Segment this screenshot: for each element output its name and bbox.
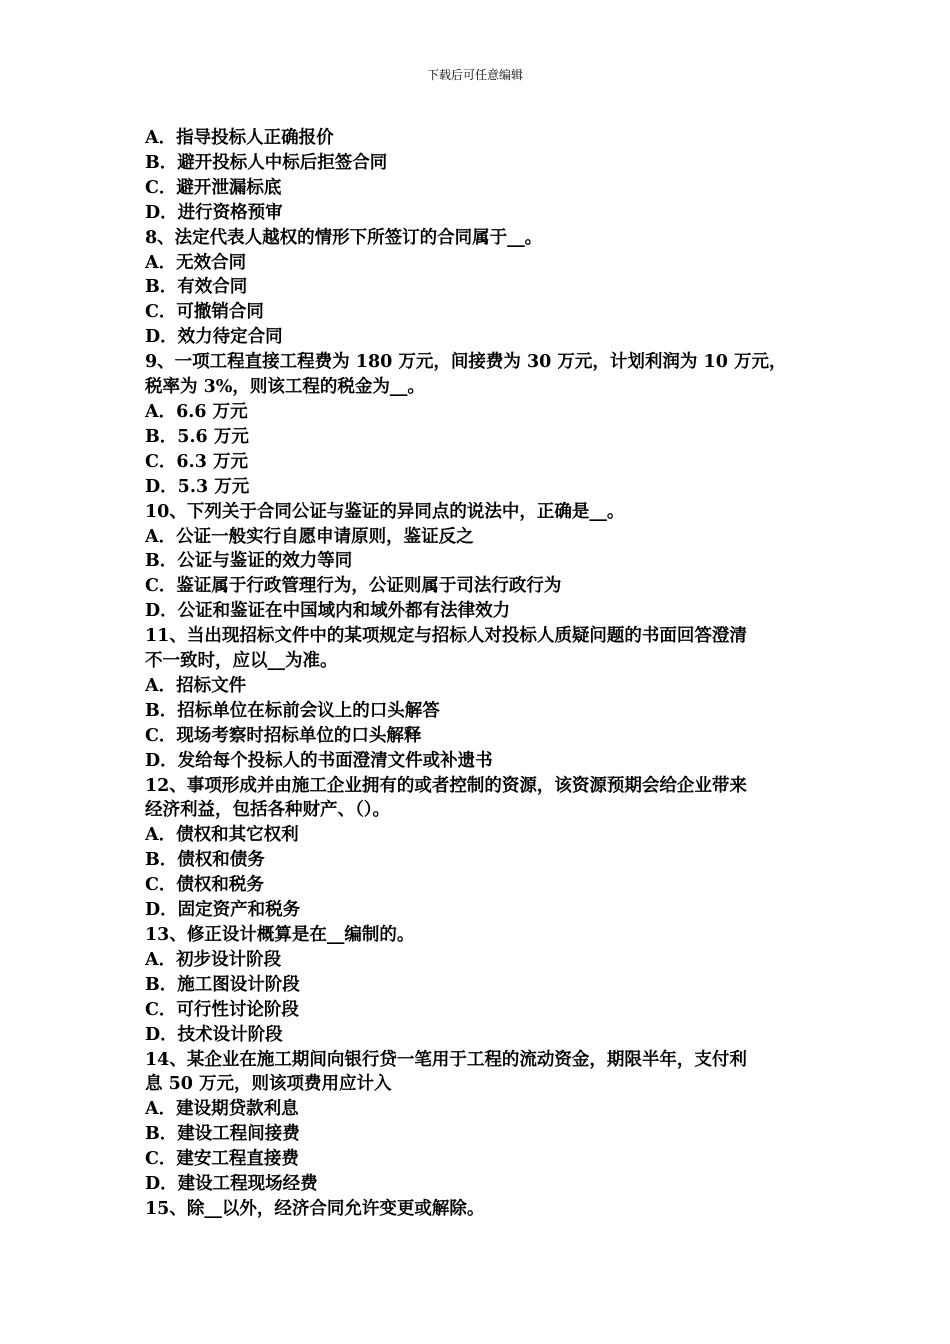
option-line: C．建安工程直接费 <box>145 1149 299 1170</box>
option-line: D．公证和鉴证在中国域内和域外都有法律效力 <box>145 601 511 622</box>
question-line: 14、某企业在施工期间向银行贷一笔用于工程的流动资金，期限半年，支付利 <box>145 1049 747 1070</box>
option-line: A．建设期贷款利息 <box>145 1099 299 1120</box>
option-line: D．发给每个投标人的书面澄清文件或补遗书 <box>145 750 493 771</box>
option-line: B．建设工程间接费 <box>145 1124 300 1145</box>
question-line: 11、当出现招标文件中的某项规定与招标人对投标人质疑问题的书面回答澄清 <box>145 626 747 647</box>
question-line: 13、修正设计概算是在__编制的。 <box>145 925 415 945</box>
question-line: 息 50 万元，则该项费用应计入 <box>145 1074 392 1095</box>
question-line: 税率为 3%，则该工程的税金为__。 <box>145 377 425 398</box>
option-line: A．初步设计阶段 <box>145 949 282 970</box>
option-line: C．可行性讨论阶段 <box>145 999 299 1020</box>
question-line: 15、除__以外，经济合同允许变更或解除。 <box>145 1198 485 1219</box>
question-line: 12、事项形成并由施工企业拥有的或者控制的资源，该资源预期会给企业带来 <box>145 775 747 796</box>
option-line: B．施工图设计阶段 <box>145 974 300 995</box>
option-line: D．建设工程现场经费 <box>145 1174 318 1195</box>
question-line: 经济利益，包括各种财产、（）。 <box>145 800 390 821</box>
option-line: D．进行资格预审 <box>145 202 283 223</box>
option-line: C．现场考察时招标单位的口头解释 <box>145 725 422 746</box>
question-line: 8、法定代表人越权的情形下所签订的合同属于__。 <box>145 227 543 248</box>
option-line: A．公证一般实行自愿申请原则，鉴证反之 <box>145 526 474 547</box>
option-line: B．有效合同 <box>145 277 248 298</box>
option-line: D．5.3 万元 <box>145 476 250 497</box>
question-line: 不一致时，应以__为准。 <box>145 651 338 672</box>
option-line: B．债权和债务 <box>145 850 265 871</box>
option-line: C．可撤销合同 <box>145 302 264 323</box>
page-header: 下载后可任意编辑 <box>426 68 523 82</box>
option-line: C．债权和税务 <box>145 875 264 896</box>
option-line: D．效力待定合同 <box>145 327 283 348</box>
document-body <box>145 126 810 1222</box>
option-line: B．公证与鉴证的效力等同 <box>145 551 353 572</box>
option-line: A．债权和其它权利 <box>145 825 299 846</box>
option-line: C．6.3 万元 <box>145 451 248 472</box>
option-line: A．无效合同 <box>145 252 247 273</box>
question-line: 10、下列关于合同公证与鉴证的异同点的说法中，正确是__。 <box>145 501 625 522</box>
option-line: B．避开投标人中标后拒签合同 <box>145 152 388 173</box>
option-line: D．技术设计阶段 <box>145 1024 283 1045</box>
option-line: A．招标文件 <box>145 675 247 696</box>
question-line: 9、一项工程直接工程费为 180 万元，间接费为 30 万元，计划利润为 10 万元， <box>145 352 787 373</box>
option-line: C．鉴证属于行政管理行为，公证则属于司法行政行为 <box>145 576 562 597</box>
option-line: A．指导投标人正确报价 <box>145 128 334 148</box>
option-line: D．固定资产和税务 <box>145 900 301 921</box>
option-line: B．5.6 万元 <box>145 426 249 447</box>
option-line: C．避开泄漏标底 <box>145 177 282 198</box>
option-line: A．6.6 万元 <box>145 401 248 422</box>
option-line: B．招标单位在标前会议上的口头解答 <box>145 700 440 721</box>
